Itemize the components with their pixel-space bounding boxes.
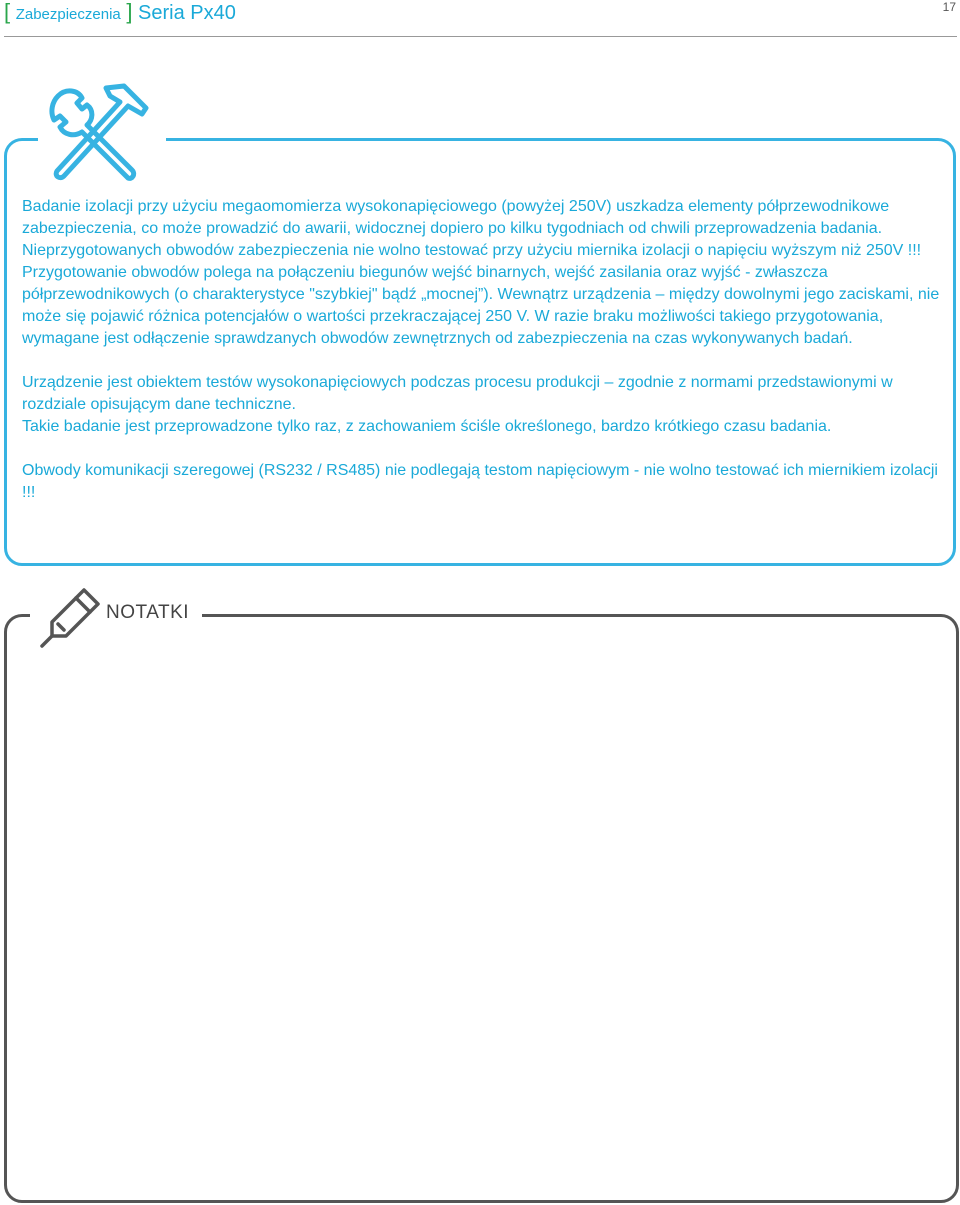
warning-text (22, 196, 942, 504)
bracket-close: ] (126, 0, 133, 24)
page-header (4, 0, 956, 36)
warning-paragraph-3: Urządzenie jest obiektem testów wysokonapięciowych podczas procesu produkcji – zgodnie z normami przedstawionymi w rozdziale opisującym dane techniczne. (22, 374, 893, 413)
page-title: Seria Px40 (138, 2, 236, 24)
page-number: 17 (942, 0, 956, 14)
header-divider (4, 36, 957, 37)
notes-box (4, 614, 959, 1203)
wrench-screwdriver-icon (44, 80, 154, 190)
warning-paragraph-1: Badanie izolacji przy użyciu megaomomierza wysokonapięciowego (powyżej 250V) uszkadza elementy półprzewodnikowe zabezpieczenia, co może prowadzić do awarii, widocznej dopiero po kilku tygodniach od chwili przeprowadzenia badania. (22, 198, 890, 237)
section-name: Zabezpieczenia (15, 6, 121, 23)
breadcrumb (4, 0, 236, 27)
pen-icon (36, 584, 102, 650)
bracket-open: [ (4, 0, 11, 24)
warning-paragraph-2: Nieprzygotowanych obwodów zabezpieczenia nie wolno testować przy użyciu miernika izolacji o napięciu wyższym niż 250V !!! Przygotowanie obwodów polega na połączeniu biegunów wejść binarnych, wejść zasilania oraz wyjść - zwłaszcza półprzewodnikowych (o charakterystyce "szybkiej" bądź „mocnej”). Wewnątrz urządzenia – między dowolnymi jego zaciskami, nie może się pojawić różnica potencjałów o wartości przekraczającej 250 V. W razie braku możliwości takiego przygotowania, wymagane jest odłączenie sprawdzanych obwodów zewnętrznych od zabezpieczenia na czas wykonywanych badań. (22, 242, 940, 347)
warning-paragraph-4: Takie badanie jest przeprowadzone tylko raz, z zachowaniem ściśle określonego, bardzo krótkiego czasu badania. (22, 418, 832, 435)
warning-paragraph-5: Obwody komunikacji szeregowej (RS232 / RS485) nie podlegają testom napięciowym - nie wolno testować ich miernikiem izolacji !!! (22, 462, 938, 501)
notes-label: NOTATKI (106, 602, 190, 623)
